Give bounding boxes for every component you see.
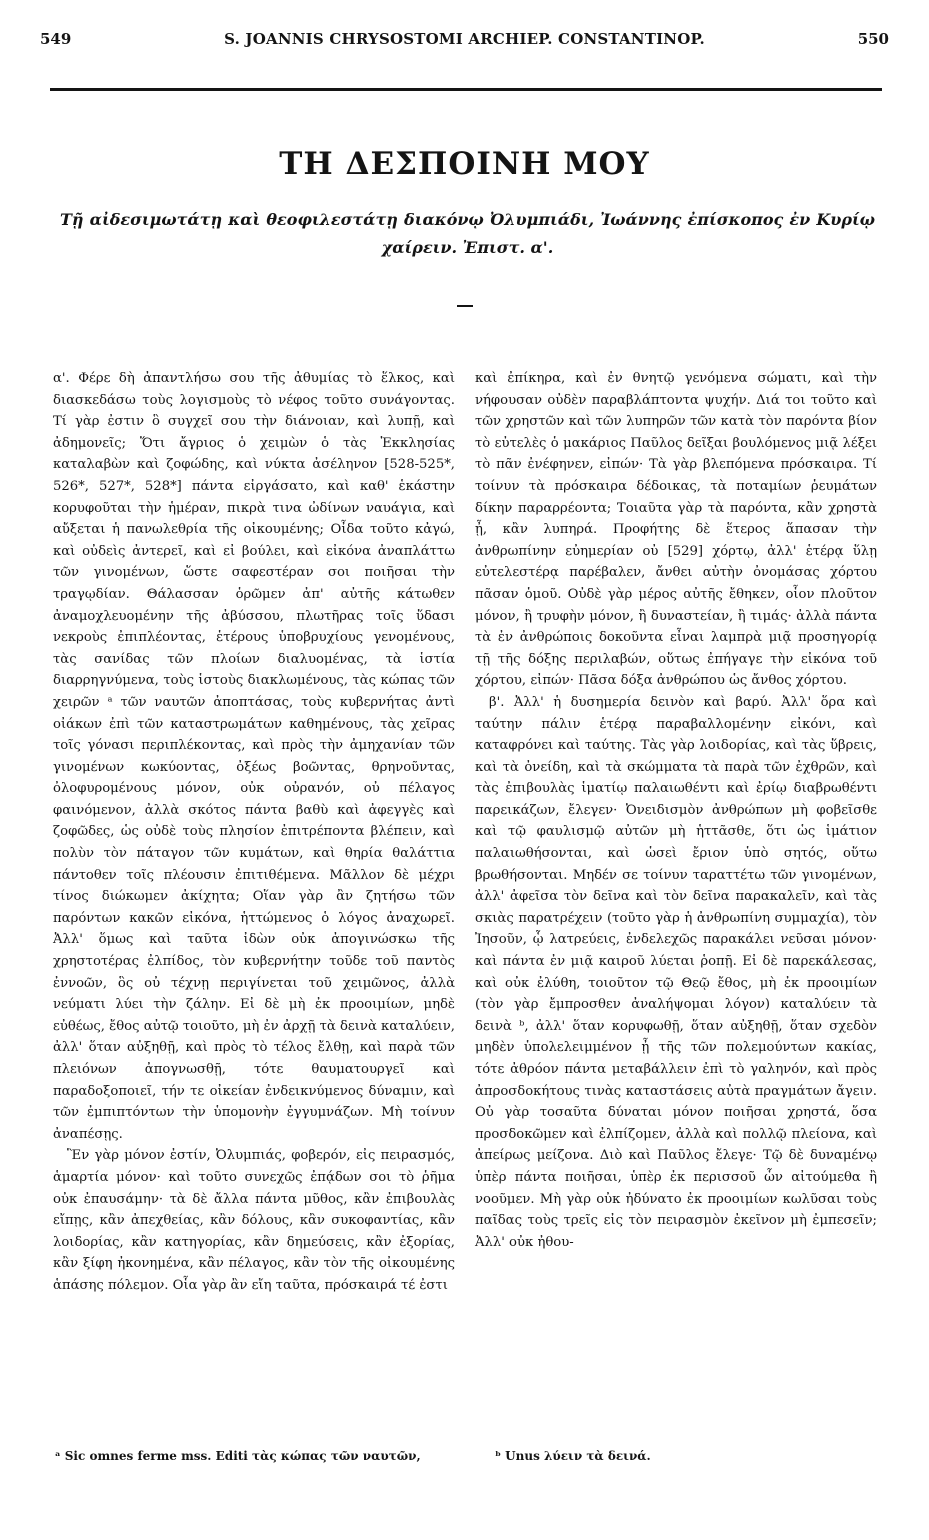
section-dash — [457, 305, 473, 307]
running-title: S. JOANNIS CHRYSOSTOMI ARCHIEP. CONSTANTINOP. — [224, 30, 705, 48]
paragraph-1: α'. Φέρε δὴ ἀπαντλήσω σου τῆς ἀθυμίας τὸ ἕλκος, καὶ διασκεδάσω τοὺς λογισμοὺς τὸ νέφος τοῦτο συνάγοντας. Τί γὰρ ἐστιν ὃ συγχεῖ σου τὴν διάνοιαν, καὶ λυπῇ, καὶ ἀδημονεῖς; Ὅτι ἄγριος ὁ χειμὼν ὁ τὰς Ἐκκλησίας καταλαβὼν καὶ ζοφώδης, καὶ νύκτα ἀσέληνον [528-525*, 526*, 527*, 528*] πάντα εἰργάσατο, καὶ καθ' ἑκάστην κορυφοῦται τὴν ἡμέραν, πικρὰ τινα ὠδίνων ναυάγια, καὶ αὔξεται ἡ πανωλεθρία τῆς οἰκουμένης; Οἶδα τοῦτο κἀγώ, καὶ οὐδεὶς ἀντερεῖ, καὶ εἰ βούλει, καὶ εἰκόνα ἀναπλάττω τῶν γινομένων, ὥστε σαφεστέραν σοι ποιῆσαι τὴν τραγῳδίαν. Θάλασσαν ὁρῶμεν ἀπ' αὐτῆς κάτωθεν ἀναμοχλευομένην τῆς ἀβύσσου, πλωτῆρας τοῖς ὕδασι νεκροὺς ἐπιπλέοντας, ἑτέρους ὑποβρυχίους γενομένους, τὰς σανίδας τῶν πλοίων διαλυομένας, τὰ ἱστία διαρρηγνύμενα, τοὺς ἱστοὺς διακλωμένους, τὰς κώπας τῶν χειρῶν ᵃ τῶν ναυτῶν ἀποπτάσας, τοὺς κυβερνήτας ἀντὶ οἰάκων ἐπὶ τῶν καταστρωμάτων καθημένους, τὰς χεῖρας τοῖς γόνασι περιπλέκοντας, καὶ πρὸς τὴν ἀμηχανίαν τῶν γινομένων κωκύοντας, ὀξέως βοῶντας, θρηνοῦντας, ὀλοφυρομένους μόνον, οὐκ οὐρανόν, οὐ πέλαγος φαινόμενον, ἀλλὰ σκότος πάντα βαθὺ καὶ ἀφεγγὲς καὶ ζοφῶδες, ὡς οὐδὲ τοὺς πλησίον ἐπιτρέποντα βλέπειν, καὶ πολὺν τὸν πάταγον τῶν κυμάτων, καὶ θηρία θαλάττια πάντοθεν τοῖς πλέουσιν ἐπιτιθέμενα. Μᾶλλον δὲ μέχρι τίνος διώκωμεν ἀκίχητα; Οἵαν γὰρ ἂν ζητήσω τῶν παρόντων κακῶν εἰκόνα, ἡττώμενος ὁ λόγος ἀναχωρεῖ. Ἀλλ' ὅμως καὶ ταῦτα ἰδὼν οὐκ ἀπογινώσκω τῆς χρηστοτέρας ἐλπίδος, τὸν κυβερνήτην τοῦδε τοῦ παντὸς ἐννοῶν, ὃς οὐ τέχνῃ περιγίνεται τοῦ χειμῶνος, ἀλλὰ νεύματι λύει τὴν ζάλην. Εἰ δὲ μὴ ἐκ προοιμίων, μηδὲ εὐθέως, ἔθος αὐτῷ τοιοῦτο, μὴ ἐν ἀρχῇ τὰ δεινὰ καταλύειν, ἀλλ' ὅταν αὐξηθῇ, καὶ πρὸς τὸ τέλος ἔλθῃ, καὶ παρὰ τῶν πλειόνων ἀπογνωσθῇ, τότε θαυματουργεῖ καὶ παραδοξοποιεῖ, τήν τε οἰκείαν ἐνδεικνύμενος δύναμιν, καὶ τῶν ἐμπιπτόντων τὴν ὑπομονὴν ἐγγυμνάζων. Μὴ τοίνυν ἀναπέσῃς. — [53, 371, 455, 1142]
paragraph-4: β'. Ἀλλ' ἡ δυσημερία δεινὸν καὶ βαρύ. Ἀλλ' ὅρα καὶ ταύτην πάλιν ἑτέρᾳ παραβαλλομένην εἰκόνι, καὶ καταφρόνει καὶ ταύτης. Τὰς γὰρ λοιδορίας, καὶ τὰς ὕβρεις, καὶ τὰ ὀνείδη, καὶ τὰ σκώμματα τὰ παρὰ τῶν ἐχθρῶν, καὶ τὰς ἐπιβουλὰς ἱματίῳ παλαιωθέντι καὶ ἐρίῳ διαβρωθέντι παρεικάζων, ἔλεγεν· Ὀνειδισμὸν ἀνθρώπων μὴ φοβεῖσθε καὶ τῷ φαυλισμῷ αὐτῶν μὴ ἡττᾶσθε, ὅτι ὡς ἱμάτιον παλαιωθήσονται, καὶ ὡσεὶ ἔριον ὑπὸ σητός, οὕτω βρωθήσονται. Μηδέν σε τοίνυν ταραττέτω τῶν γινομένων, ἀλλ' ἀφεῖσα τὸν δεῖνα καὶ τὸν δεῖνα παρακαλεῖν, καὶ τὰς σκιὰς παρατρέχειν (τοῦτο γὰρ ἡ ἀνθρωπίνη συμμαχία), τὸν Ἰησοῦν, ᾧ λατρεύεις, ἐνδελεχῶς παρακάλει νεῦσαι μόνον· καὶ πάντα ἐν μιᾷ καιροῦ λύεται ῥοπῇ. Εἰ δὲ παρεκάλεσας, καὶ οὐκ ἐλύθη, τοιοῦτον τῷ Θεῷ ἔθος, μὴ ἐκ προοιμίων (τὸν γὰρ ἔμπροσθεν ἀναλήψομαι λόγον) καταλύειν τὰ δεινὰ ᵇ, ἀλλ' ὅταν κορυφωθῇ, ὅταν αὐξηθῇ, ὅταν σχεδὸν μηδὲν ὑπολελειμμένον ᾖ τῆς τῶν πολεμούντων κακίας, τότε ἀθρόον πάντα μεταβάλλειν ἐπὶ τὸ γαληνόν, καὶ πρὸς ἀπροσδοκήτους τινὰς καταστάσεις αὐτὰ πραγμάτων ἄγειν. Οὐ γὰρ τοσαῦτα δύναται μόνον ποιῆσαι χρηστά, ὅσα προσδοκῶμεν καὶ ἐλπίζομεν, ἀλλὰ καὶ πολλῷ πλείονα, καὶ ἀπείρως μείζονα. Διὸ καὶ Παῦλος ἔλεγε· Τῷ δὲ δυναμένῳ ὑπὲρ πάντα ποιῆσαι, ὑπὲρ ἐκ περισσοῦ ὧν αἰτούμεθα ἢ νοοῦμεν. Μὴ γὰρ οὐκ ἠδύνατο ἐκ προοιμίων κωλῦσαι τοὺς παῖδας τοὺς τρεῖς εἰς τὸν πειρασμὸν ἐκεῖνον μὴ ἐμπεσεῖν; Ἀλλ' οὐκ ἠθου- — [475, 694, 877, 1250]
footnote-b: ᵇ Unus λύειν τὰ δεινά. — [495, 1449, 651, 1463]
page-number-left: 549 — [40, 30, 72, 48]
footnote-a: ᵃ Sic omnes ferme mss. Editi τὰς κώπας τῶν ναυτῶν, — [55, 1449, 421, 1463]
left-column — [53, 368, 455, 1297]
letter-salutation: Τῇ αἰδεσιμωτάτῃ καὶ θεοφιλεστάτῃ διακόνῳ Ὀλυμπιάδι, Ἰωάννης ἐπίσκοπος ἐν Κυρίῳ χαίρειν. Ἐπιστ. α'. — [60, 210, 875, 257]
paragraph-2: Ἓν γὰρ μόνον ἐστίν, Ὀλυμπιάς, φοβερόν, εἰς πειρασμός, ἁμαρτία μόνον· καὶ τοῦτο συνεχῶς ἐπᾴδων σοι τὸ ῥῆμα οὐκ ἐπαυσάμην· τὰ δὲ ἄλλα πάντα μῦθος, κἂν ἐπιβουλὰς εἴπῃς, κἂν ἀπεχθείας, κἂν δόλους, κἂν συκοφαντίας, κἂν λοιδορίας, κἂν κατηγορίας, κἂν δημεύσεις, κἂν ἐξορίας, κἂν ξίφη ἠκονημένα, κἂν πέλαγος, κἂν τὸν τῆς οἰκουμένης ἁπάσης πόλεμον. Οἷα γὰρ ἂν εἴη ταῦτα, πρόσκαιρά τέ ἐστι — [53, 1148, 455, 1293]
letter-title: ΤΗ ΔΕΣΠΟΙΝΗ ΜΟΥ — [279, 146, 650, 182]
page-number-right: 550 — [857, 30, 889, 48]
header-rule — [50, 88, 882, 91]
right-column — [475, 368, 877, 1253]
running-header — [0, 30, 929, 54]
paragraph-3: καὶ ἐπίκηρα, καὶ ἐν θνητῷ γενόμενα σώματι, καὶ τὴν νήφουσαν οὐδὲν παραβλάπτοντα ψυχήν. Διά τοι τοῦτο καὶ τῶν χρηστῶν καὶ τῶν λυπηρῶν τῶν κατὰ τὸν παρόντα βίον τὸ εὐτελὲς ὁ μακάριος Παῦλος δεῖξαι βουλόμενος μιᾷ λέξει τὸ πᾶν ἐνέφηνεν, εἰπών· Τὰ γὰρ βλεπόμενα πρόσκαιρα. Τί τοίνυν τὰ πρόσκαιρα δέδοικας, τὰ ποταμίων ῥευμάτων δίκην παραρρέοντα; Τοιαῦτα γὰρ τὰ παρόντα, κἂν χρηστὰ ᾖ, κἂν λυπηρά. Προφήτης δὲ ἕτερος ἅπασαν τὴν ἀνθρωπίνην εὐημερίαν οὐ [529] χόρτῳ, ἀλλ' ἑτέρᾳ ὕλῃ εὐτελεστέρᾳ παρέβαλεν, ἄνθει αὐτὴν ὀνομάσας χόρτου πᾶσαν ὁμοῦ. Οὐδὲ γὰρ μέρος αὐτῆς ἔθηκεν, οἷον πλοῦτον μόνον, ἢ τρυφὴν μόνον, ἢ δυναστείαν, ἢ τιμάς· ἀλλὰ πάντα τὰ ἐν ἀνθρώποις δοκοῦντα εἶναι λαμπρὰ μιᾷ προσηγορίᾳ τῇ τῆς δόξης περιλαβών, οὕτως ἐπήγαγε τὴν εἰκόνα τοῦ χόρτου, εἰπών· Πᾶσα δόξα ἀνθρώπου ὡς ἄνθος χόρτου. — [475, 371, 877, 689]
